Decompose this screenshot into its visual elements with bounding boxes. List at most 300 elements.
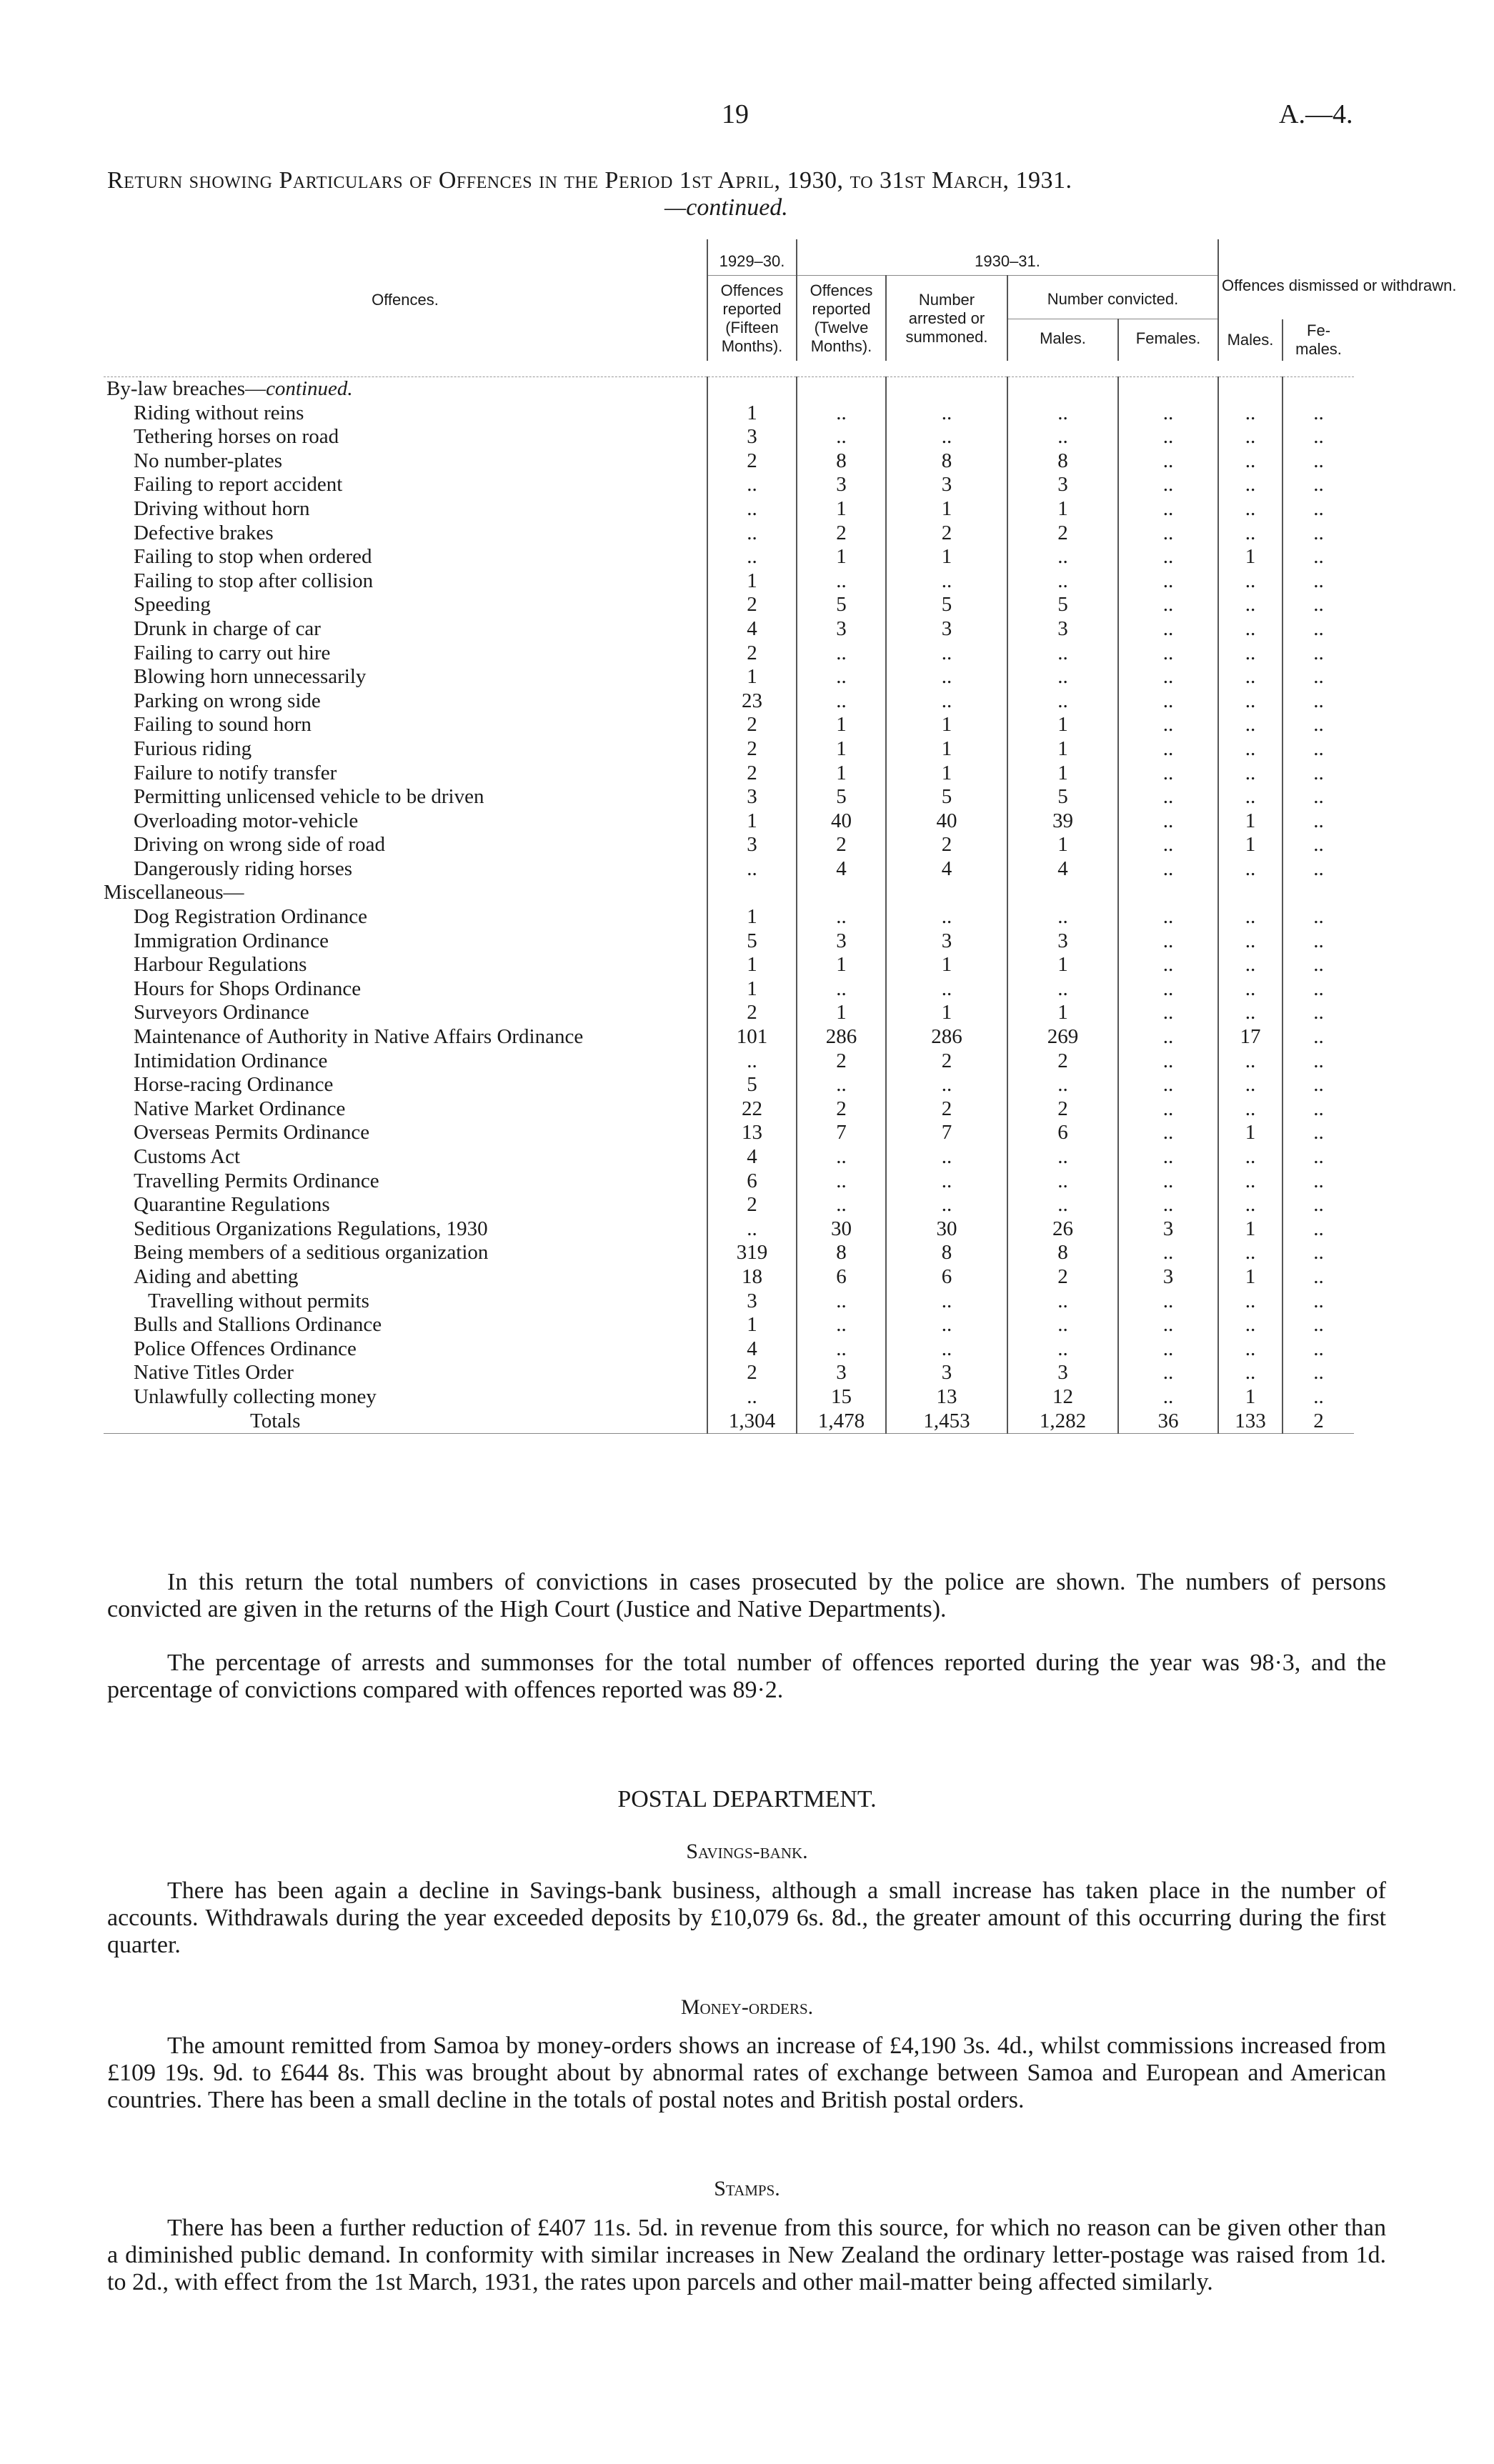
table-cell — [1218, 377, 1283, 401]
table-row — [104, 1313, 1354, 1337]
table-cell: .. — [1218, 1337, 1283, 1362]
table-cell: .. — [1283, 833, 1354, 857]
offence-label: Travelling without permits — [148, 1289, 369, 1312]
table-cell: .. — [1218, 1169, 1283, 1194]
table-cell: .. — [1118, 1025, 1218, 1049]
table-cell: 3 — [1007, 473, 1118, 497]
table-cell: .. — [1218, 593, 1283, 617]
offence-label: By-law breaches—continued. — [106, 377, 353, 400]
table-cell: 8 — [886, 1241, 1007, 1265]
table-row — [104, 1265, 1354, 1290]
table-cell: .. — [1218, 737, 1283, 762]
table-cell: 319 — [707, 1241, 797, 1265]
table-cell: 286 — [797, 1025, 886, 1049]
table-cell: .. — [1007, 545, 1118, 569]
table-cell: .. — [1007, 977, 1118, 1002]
table-cell: 1 — [797, 497, 886, 522]
table-row — [104, 1025, 1354, 1049]
table-row — [104, 762, 1354, 786]
table-cell — [1007, 377, 1118, 401]
table-cell: 13 — [886, 1385, 1007, 1410]
offence-label: Aiding and abetting — [134, 1265, 299, 1288]
table-cell: .. — [1283, 905, 1354, 929]
table-cell: 1 — [886, 953, 1007, 977]
table-cell: .. — [1218, 713, 1283, 737]
offences-table-body — [104, 377, 1354, 1434]
table-cell: .. — [1118, 689, 1218, 714]
table-cell: 5 — [797, 785, 886, 809]
table-cell: .. — [1283, 1097, 1354, 1122]
table-cell: 1 — [1218, 1385, 1283, 1410]
offence-label: Parking on wrong side — [134, 689, 321, 712]
table-cell: 1 — [707, 1313, 797, 1337]
table-cell: .. — [1007, 1073, 1118, 1097]
table-cell: .. — [1118, 1193, 1218, 1217]
table-cell: .. — [797, 1313, 886, 1337]
table-cell: 3 — [886, 473, 1007, 497]
table-row — [104, 1073, 1354, 1097]
table-cell: .. — [886, 1145, 1007, 1169]
totals-cell: 1,453 — [886, 1410, 1007, 1434]
table-cell: 13 — [707, 1121, 797, 1145]
col-convicted: Number convicted. — [1007, 276, 1218, 319]
table-cell — [797, 377, 886, 401]
table-cell: .. — [1118, 617, 1218, 642]
table-row — [104, 425, 1354, 449]
table-cell: 8 — [797, 449, 886, 474]
table-cell: .. — [797, 665, 886, 689]
table-cell: .. — [1283, 1265, 1354, 1290]
table-cell: .. — [1218, 857, 1283, 882]
table-cell: 2 — [1007, 1049, 1118, 1074]
table-row — [104, 1217, 1354, 1242]
table-cell: 4 — [1007, 857, 1118, 882]
table-cell: .. — [1283, 569, 1354, 594]
table-cell: .. — [1283, 665, 1354, 689]
offence-label: Harbour Regulations — [134, 953, 307, 977]
offence-label: Failing to stop after collision — [134, 569, 374, 592]
table-cell: 40 — [886, 809, 1007, 834]
table-row — [104, 809, 1354, 834]
table-cell: 1 — [797, 1001, 886, 1025]
table-cell: .. — [1283, 473, 1354, 497]
table-cell: .. — [1218, 522, 1283, 546]
totals-cell: 36 — [1118, 1410, 1218, 1434]
offence-label: Travelling Permits Ordinance — [134, 1169, 379, 1192]
table-row — [104, 1361, 1354, 1385]
table-cell: .. — [1218, 665, 1283, 689]
table-cell: .. — [1283, 1073, 1354, 1097]
col-reported-15: Offences reported (Fifteen Months). — [707, 276, 797, 361]
table-cell: .. — [1283, 449, 1354, 474]
table-cell: .. — [1283, 1025, 1354, 1049]
table-cell: .. — [1283, 1145, 1354, 1169]
table-cell: .. — [1118, 1313, 1218, 1337]
table-cell: .. — [1283, 497, 1354, 522]
table-cell: .. — [1283, 1290, 1354, 1314]
table-cell: 22 — [707, 1097, 797, 1122]
table-cell: .. — [1218, 569, 1283, 594]
table-cell — [886, 377, 1007, 401]
table-cell: 1 — [707, 977, 797, 1002]
table-cell: .. — [1283, 857, 1354, 882]
table-cell — [1118, 377, 1218, 401]
totals-cell: 1,304 — [707, 1410, 797, 1434]
table-cell: 3 — [886, 1361, 1007, 1385]
table-cell: .. — [1283, 1001, 1354, 1025]
table-cell: 3 — [1007, 1361, 1118, 1385]
offence-label: Quarantine Regulations — [134, 1193, 330, 1217]
col-conv-males: Males. — [1007, 319, 1118, 361]
table-cell: .. — [797, 689, 886, 714]
table-cell: 3 — [797, 473, 886, 497]
offence-label: Customs Act — [134, 1145, 241, 1168]
offence-label: No number-plates — [134, 449, 282, 472]
savings-bank-heading: Savings-bank. — [686, 1840, 808, 1863]
table-cell: .. — [1283, 785, 1354, 809]
money-orders-text: The amount remitted from Samoa by money-orders shows an increase of £4,190 3s. 4d., whilst commissions increased from £109 19s. 9d. to £644 8s. This was brought about by abnormal rates of exchange between Samoa and European and American countries. There has been a small decline in the totals of postal notes and British postal orders. — [107, 2032, 1386, 2113]
table-cell: 7 — [797, 1121, 886, 1145]
table-cell: 2 — [707, 737, 797, 762]
table-cell: .. — [1283, 1049, 1354, 1074]
table-cell: .. — [1218, 977, 1283, 1002]
offence-label: Native Titles Order — [134, 1361, 294, 1385]
table-cell: .. — [1118, 833, 1218, 857]
table-row — [104, 401, 1354, 426]
totals-cell: 133 — [1218, 1410, 1283, 1434]
table-cell: 2 — [1007, 522, 1118, 546]
table-cell: .. — [1283, 401, 1354, 426]
table-row — [104, 545, 1354, 569]
table-cell: 1 — [1007, 497, 1118, 522]
table-cell: .. — [1218, 401, 1283, 426]
table-cell: .. — [1118, 857, 1218, 882]
offence-label: Failing to carry out hire — [134, 641, 331, 664]
table-cell — [1283, 377, 1354, 401]
table-cell — [1118, 881, 1218, 905]
table-cell: 1 — [1218, 1121, 1283, 1145]
document-reference: A.—4. — [1279, 99, 1353, 129]
table-cell: .. — [1118, 425, 1218, 449]
table-cell: .. — [1283, 953, 1354, 977]
table-cell: .. — [1118, 929, 1218, 954]
offence-label: Defective brakes — [134, 521, 274, 544]
table-cell: .. — [886, 1290, 1007, 1314]
table-cell: .. — [1118, 977, 1218, 1002]
table-cell: .. — [1218, 642, 1283, 666]
table-cell: 40 — [797, 809, 886, 834]
table-cell: .. — [1118, 1121, 1218, 1145]
table-cell: .. — [1283, 1385, 1354, 1410]
table-cell: 3 — [707, 833, 797, 857]
table-cell: .. — [1118, 953, 1218, 977]
table-cell: .. — [1007, 1313, 1118, 1337]
table-cell: .. — [1218, 449, 1283, 474]
table-cell: .. — [707, 1385, 797, 1410]
table-cell: .. — [1283, 545, 1354, 569]
table-row — [104, 881, 1354, 905]
table-cell: 3 — [707, 785, 797, 809]
table-cell: 6 — [1007, 1121, 1118, 1145]
table-row — [104, 522, 1354, 546]
table-cell: .. — [886, 642, 1007, 666]
table-cell: 5 — [707, 929, 797, 954]
table-row — [104, 1169, 1354, 1194]
col-year-1929: 1929–30. — [707, 239, 797, 276]
table-cell: 1 — [1007, 713, 1118, 737]
table-cell: .. — [1283, 1241, 1354, 1265]
table-row — [104, 953, 1354, 977]
table-cell: 1 — [886, 545, 1007, 569]
table-cell: .. — [1007, 642, 1118, 666]
table-row — [104, 1241, 1354, 1265]
table-cell: .. — [886, 1337, 1007, 1362]
table-cell — [707, 881, 797, 905]
table-cell: .. — [1218, 905, 1283, 929]
col-offences: Offences. — [372, 291, 439, 309]
table-cell: 1 — [797, 737, 886, 762]
table-cell: .. — [1218, 425, 1283, 449]
table-cell: .. — [707, 1217, 797, 1242]
table-cell: .. — [1283, 1217, 1354, 1242]
table-cell: .. — [1118, 401, 1218, 426]
table-row — [104, 1337, 1354, 1362]
table-cell: 1 — [707, 401, 797, 426]
table-cell: 1 — [707, 953, 797, 977]
table-cell: .. — [1283, 1361, 1354, 1385]
table-cell: .. — [1118, 1169, 1218, 1194]
table-cell: .. — [1218, 1313, 1283, 1337]
table-cell: 39 — [1007, 809, 1118, 834]
offence-label: Driving without horn — [134, 497, 310, 520]
table-cell: .. — [1118, 545, 1218, 569]
table-cell: .. — [1283, 617, 1354, 642]
table-cell: .. — [707, 1049, 797, 1074]
table-cell: 12 — [1007, 1385, 1118, 1410]
table-cell: 1 — [797, 713, 886, 737]
table-cell: 1 — [886, 737, 1007, 762]
table-cell: 2 — [1007, 1265, 1118, 1290]
table-cell: 2 — [707, 1001, 797, 1025]
table-cell: 3 — [797, 1361, 886, 1385]
page-number: 19 — [722, 99, 749, 129]
table-cell: .. — [1118, 785, 1218, 809]
totals-row — [104, 1410, 1354, 1434]
table-cell: 5 — [886, 785, 1007, 809]
table-cell: .. — [1118, 1290, 1218, 1314]
table-cell: .. — [1118, 1145, 1218, 1169]
table-cell: .. — [1118, 1001, 1218, 1025]
table-cell: .. — [707, 473, 797, 497]
note-paragraph-1: In this return the total numbers of convictions in cases prosecuted by the police are shown. The numbers of persons convicted are given in the returns of the High Court (Justice and Native Departments). — [107, 1569, 1386, 1622]
table-cell: 1 — [886, 497, 1007, 522]
table-cell: 1 — [707, 569, 797, 594]
table-cell: .. — [1283, 929, 1354, 954]
table-cell: 2 — [1007, 1097, 1118, 1122]
table-cell: .. — [1118, 713, 1218, 737]
table-cell: .. — [797, 1145, 886, 1169]
table-row — [104, 617, 1354, 642]
col-arrested: Number arrested or summoned. — [886, 276, 1007, 361]
table-cell: 2 — [707, 762, 797, 786]
return-title: Return showing Particulars of Offences in the Period 1st April, 1930, to 31st March, 1931. — [107, 167, 1072, 194]
table-row — [104, 785, 1354, 809]
table-cell: 30 — [886, 1217, 1007, 1242]
table-cell: .. — [1218, 785, 1283, 809]
table-cell: .. — [886, 1193, 1007, 1217]
table-cell: 3 — [886, 617, 1007, 642]
table-cell: .. — [1118, 1073, 1218, 1097]
table-cell: 5 — [797, 593, 886, 617]
offence-label: Police Offences Ordinance — [134, 1337, 357, 1360]
table-cell: .. — [1007, 1337, 1118, 1362]
col-conv-females: Females. — [1118, 319, 1218, 361]
table-cell — [1283, 881, 1354, 905]
table-cell: .. — [1218, 929, 1283, 954]
table-cell: .. — [1007, 1290, 1118, 1314]
table-cell: .. — [1007, 1145, 1118, 1169]
col-dis-females: Fe-males. — [1283, 319, 1354, 361]
table-cell: .. — [1283, 762, 1354, 786]
table-cell: 1 — [1007, 762, 1118, 786]
table-cell: 26 — [1007, 1217, 1118, 1242]
table-cell: .. — [797, 977, 886, 1002]
table-row — [104, 1097, 1354, 1122]
table-cell: .. — [797, 1073, 886, 1097]
table-row — [104, 977, 1354, 1002]
table-cell: 1 — [1218, 545, 1283, 569]
table-cell: 8 — [1007, 449, 1118, 474]
table-cell: .. — [1218, 617, 1283, 642]
table-cell: 1 — [797, 762, 886, 786]
table-row — [104, 1193, 1354, 1217]
table-row — [104, 642, 1354, 666]
table-cell: .. — [797, 425, 886, 449]
table-cell: .. — [1218, 1361, 1283, 1385]
table-cell: .. — [1118, 449, 1218, 474]
table-cell: .. — [1007, 665, 1118, 689]
table-cell: .. — [797, 569, 886, 594]
table-row — [104, 593, 1354, 617]
table-cell: .. — [797, 401, 886, 426]
table-cell: .. — [1283, 1337, 1354, 1362]
totals-label: Totals — [104, 1410, 707, 1434]
table-cell: .. — [1118, 593, 1218, 617]
offence-label: Unlawfully collecting money — [134, 1385, 377, 1408]
table-cell: 2 — [707, 713, 797, 737]
table-cell: 2 — [797, 833, 886, 857]
money-orders-heading: Money-orders. — [680, 1995, 814, 2019]
table-cell: .. — [1118, 1097, 1218, 1122]
table-cell: 3 — [797, 929, 886, 954]
offence-label: Overloading motor-vehicle — [134, 809, 359, 832]
col-reported-12: Offences reported (Twelve Months). — [797, 276, 886, 361]
totals-cell: 1,478 — [797, 1410, 886, 1434]
offence-label: Immigration Ordinance — [134, 929, 329, 952]
table-row — [104, 473, 1354, 497]
table-cell: .. — [1283, 425, 1354, 449]
table-cell: 1 — [707, 905, 797, 929]
table-cell: 2 — [707, 1361, 797, 1385]
col-dis-males: Males. — [1218, 319, 1283, 361]
offence-label: Tethering horses on road — [134, 425, 339, 449]
offence-label: Furious riding — [134, 737, 252, 760]
table-cell: .. — [1218, 497, 1283, 522]
table-row — [104, 1001, 1354, 1025]
table-cell: 2 — [797, 1049, 886, 1074]
table-cell: 3 — [707, 425, 797, 449]
savings-bank-text: There has been again a decline in Savings-bank business, although a small increase has taken place in the number of accounts. Withdrawals during the year exceeded deposits by £10,079 6s. 8d., the greater amount of this occurring during the first quarter. — [107, 1877, 1386, 1958]
table-cell: .. — [1118, 473, 1218, 497]
table-row — [104, 1121, 1354, 1145]
table-cell: 2 — [797, 1097, 886, 1122]
offence-label: Blowing horn unnecessarily — [134, 665, 367, 689]
table-cell: 2 — [886, 1049, 1007, 1074]
note-paragraph-2: The percentage of arrests and summonses for the total number of offences reported during the year was 98·3, and the percentage of convictions compared with offences reported was 89·2. — [107, 1650, 1386, 1703]
table-cell: 6 — [707, 1169, 797, 1194]
table-cell: 1 — [707, 665, 797, 689]
table-cell: .. — [1283, 689, 1354, 714]
table-row — [104, 1145, 1354, 1169]
table-cell: .. — [1118, 1361, 1218, 1385]
table-cell: .. — [1218, 1073, 1283, 1097]
table-cell: .. — [1218, 762, 1283, 786]
offence-label: Failing to sound horn — [134, 713, 312, 737]
table-cell: 3 — [707, 1290, 797, 1314]
table-cell: .. — [886, 1169, 1007, 1194]
table-cell: 8 — [886, 449, 1007, 474]
table-cell: 2 — [707, 449, 797, 474]
table-cell: 1 — [1007, 953, 1118, 977]
table-cell: .. — [1218, 953, 1283, 977]
table-cell: .. — [1283, 1313, 1354, 1337]
table-cell: .. — [1118, 737, 1218, 762]
table-cell: .. — [1118, 762, 1218, 786]
table-cell: .. — [707, 497, 797, 522]
table-cell: .. — [886, 1073, 1007, 1097]
table-row — [104, 833, 1354, 857]
table-cell: .. — [797, 642, 886, 666]
offence-label: Hours for Shops Ordinance — [134, 977, 362, 1000]
offence-label: Bulls and Stallions Ordinance — [134, 1313, 382, 1337]
table-cell: .. — [797, 1193, 886, 1217]
table-row — [104, 713, 1354, 737]
table-cell: 30 — [797, 1217, 886, 1242]
table-cell: 1 — [1218, 1265, 1283, 1290]
table-cell: .. — [707, 522, 797, 546]
col-dismissed: Offences dismissed or withdrawn. — [1218, 239, 1354, 319]
table-cell: .. — [1218, 1001, 1283, 1025]
table-cell: 15 — [797, 1385, 886, 1410]
table-cell: 3 — [1118, 1265, 1218, 1290]
table-cell: .. — [1118, 522, 1218, 546]
table-cell: 1 — [1218, 809, 1283, 834]
table-cell: .. — [707, 857, 797, 882]
table-cell: .. — [1218, 1049, 1283, 1074]
offence-label: Overseas Permits Ordinance — [134, 1121, 370, 1144]
table-cell: 1 — [797, 545, 886, 569]
table-row — [104, 1049, 1354, 1074]
offences-table — [104, 239, 1457, 1434]
offence-label: Surveyors Ordinance — [134, 1001, 309, 1024]
table-cell: 17 — [1218, 1025, 1283, 1049]
table-cell — [886, 881, 1007, 905]
table-cell: 2 — [707, 593, 797, 617]
table-cell: .. — [1007, 401, 1118, 426]
offence-label: Seditious Organizations Regulations, 1930 — [134, 1217, 488, 1240]
table-cell: .. — [1283, 737, 1354, 762]
table-cell: 2 — [797, 522, 886, 546]
